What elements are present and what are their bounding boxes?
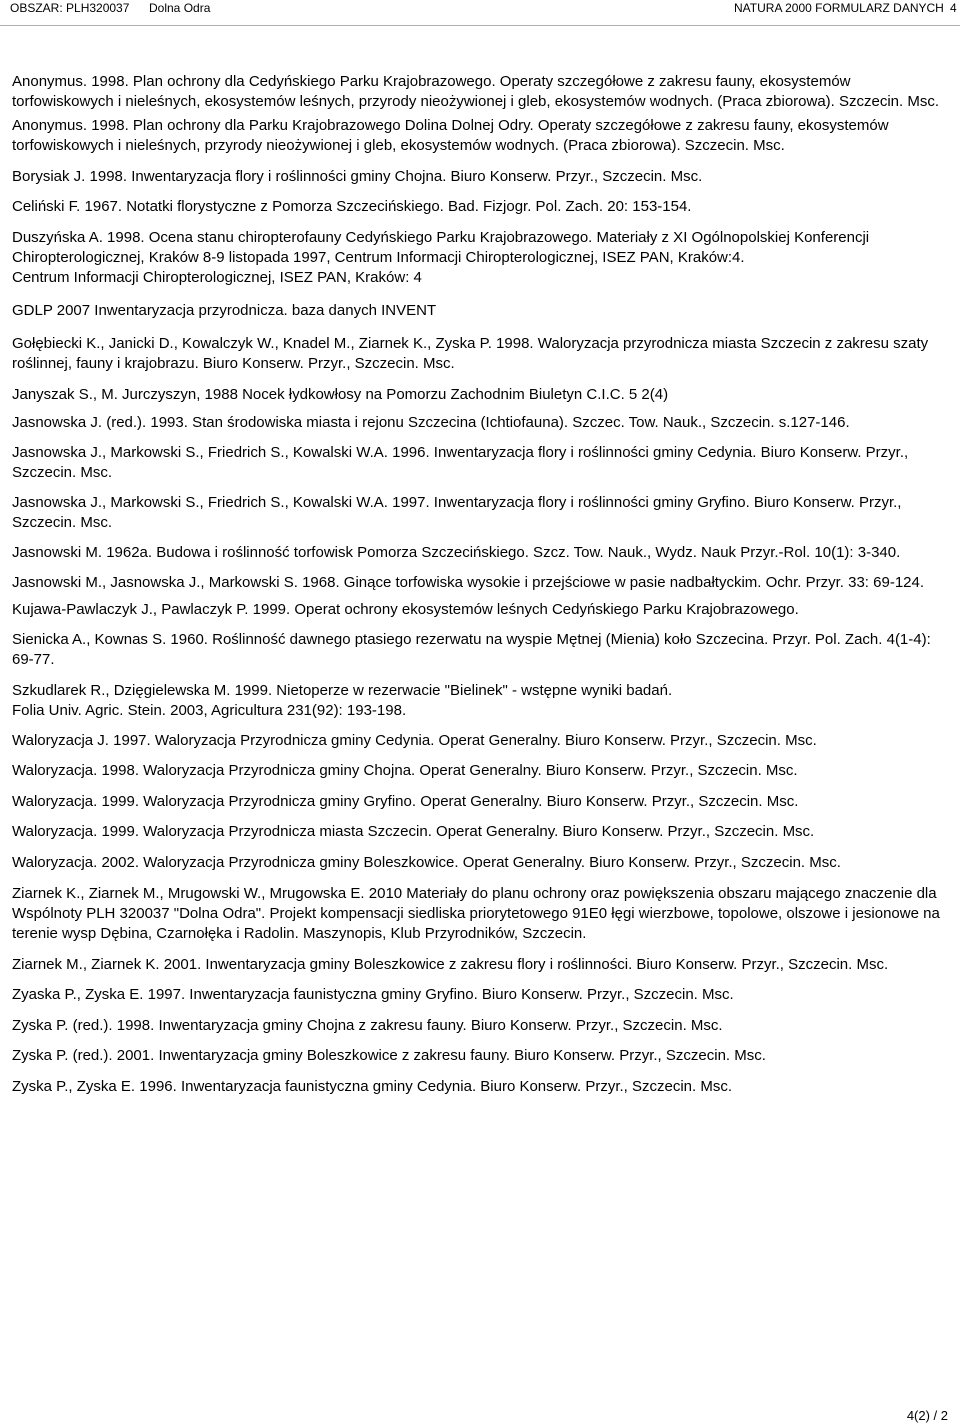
reference-item: Jasnowska J. (red.). 1993. Stan środowiska miasta i rejonu Szczecina (Ichtiofauna). Szczec. Tow. Nauk., Szczecin. s.127-146. <box>12 414 850 431</box>
header-page-number: 4 <box>950 1 957 15</box>
reference-item: Waloryzacja. 1999. Waloryzacja Przyrodnicza miasta Szczecin. Operat Generalny. Biuro Konserw. Przyr., Szczecin. Msc. <box>12 823 815 840</box>
reference-item: Jasnowska J., Markowski S., Friedrich S., Kowalski W.A. 1997. Inwentaryzacja flory i roślinności gminy Gryfino. Biuro Konserw. Przyr., Szczecin. Msc. <box>12 494 902 531</box>
reference-item: Waloryzacja. 1998. Waloryzacja Przyrodnicza gminy Chojna. Operat Generalny. Biuro Konserw. Przyr., Szczecin. Msc. <box>12 762 798 779</box>
header-form-title: NATURA 2000 FORMULARZ DANYCH <box>734 1 944 15</box>
reference-item: Kujawa-Pawlaczyk J., Pawlaczyk P. 1999. Operat ochrony ekosystemów leśnych Cedyńskiego Parku Krajobrazowego. <box>12 601 799 618</box>
reference-item: Gołębiecki K., Janicki D., Kowalczyk W., Knadel M., Ziarnek K., Zyska P. 1998. Waloryzacja przyrodnicza miasta Szczecin z zakresu szaty roślinnej, fauny i krajobrazu. Biuro Konserw. Przyr., Szczecin. Msc. <box>12 335 929 372</box>
header-area-code: OBSZAR: PLH320037 <box>10 1 130 15</box>
reference-item: Jasnowski M. 1962a. Budowa i roślinność torfowisk Pomorza Szczecińskiego. Szcz. Tow. Nauk., Wydz. Nauk Przyr.-Rol. 10(1): 3-340. <box>12 544 901 561</box>
reference-item: Ziarnek K., Ziarnek M., Mrugowski W., Mrugowska E. 2010 Materiały do planu ochrony oraz powiększenia obszaru mającego znaczenie dla Wspólnoty PLH 320037 "Dolna Odra". Projekt kompensacji siedliska priorytetowego 91E0 łęgi wierzbowe, topolowe, olszowe i jesionowe na terenie wysp Dębina, Czarnołęka i Radolin. Maszynopis, Klub Przyrodników, Szczecin. <box>12 885 940 942</box>
reference-item: Szkudlarek R., Dzięgielewska M. 1999. Nietoperze w rezerwacie "Bielinek" - wstępne wyniki badań. <box>12 682 673 699</box>
reference-item: Zyska P., Zyska E. 1996. Inwentaryzacja faunistyczna gminy Cedynia. Biuro Konserw. Przyr., Szczecin. Msc. <box>12 1078 733 1095</box>
reference-item: Zyska P. (red.). 1998. Inwentaryzacja gminy Chojna z zakresu fauny. Biuro Konserw. Przyr., Szczecin. Msc. <box>12 1017 723 1034</box>
reference-item: Zyska P. (red.). 2001. Inwentaryzacja gminy Boleszkowice z zakresu fauny. Biuro Konserw. Przyr., Szczecin. Msc. <box>12 1047 766 1064</box>
reference-item: Folia Univ. Agric. Stein. 2003, Agricultura 231(92): 193-198. <box>12 702 407 719</box>
reference-item: Ziarnek M., Ziarnek K. 2001. Inwentaryzacja gminy Boleszkowice z zakresu flory i roślinności. Biuro Konserw. Przyr., Szczecin. Msc. <box>12 956 889 973</box>
reference-item: Anonymus. 1998. Plan ochrony dla Parku Krajobrazowego Dolina Dolnej Odry. Operaty szczegółowe z zakresu fauny, ekosystemów torfowiskowych i nieleśnych, przyrody nieożywionej i gleb, ekosystemów wodnych. (Praca zbiorowa). Szczecin. Msc. <box>12 117 889 154</box>
reference-item: Duszyńska A. 1998. Ocena stanu chiropterofauny Cedyńskiego Parku Krajobrazowego. Materiały z XI Ogólnopolskiej Konferencji Chiropterologicznej, Kraków 8-9 listopada 1997, Centrum Informacji Chiropterologicznej, ISEZ PAN, Kraków:4. <box>12 229 870 266</box>
reference-item: Waloryzacja. 2002. Waloryzacja Przyrodnicza gminy Boleszkowice. Operat Generalny. Biuro Konserw. Przyr., Szczecin. Msc. <box>12 854 841 871</box>
page-indicator: 4(2) / 2 <box>906 1408 948 1423</box>
reference-item: Janyszak S., M. Jurczyszyn, 1988 Nocek łydkowłosy na Pomorzu Zachodnim Biuletyn C.I.C. 5 2(4) <box>12 386 669 403</box>
reference-item: Waloryzacja. 1999. Waloryzacja Przyrodnicza gminy Gryfino. Operat Generalny. Biuro Konserw. Przyr., Szczecin. Msc. <box>12 793 799 810</box>
reference-item: GDLP 2007 Inwentaryzacja przyrodnicza. baza danych INVENT <box>12 302 437 319</box>
reference-item: Jasnowska J., Markowski S., Friedrich S., Kowalski W.A. 1996. Inwentaryzacja flory i roślinności gminy Cedynia. Biuro Konserw. Przyr., Szczecin. Msc. <box>12 444 909 481</box>
reference-item: Sienicka A., Kownas S. 1960. Roślinność dawnego ptasiego rezerwatu na wyspie Mętnej (Mienia) koło Szczecina. Przyr. Pol. Zach. 4(1-4): 69-77. <box>12 631 931 668</box>
reference-item: Centrum Informacji Chiropterologicznej, ISEZ PAN, Kraków: 4 <box>12 269 422 286</box>
reference-list <box>12 72 947 1097</box>
reference-item: Jasnowski M., Jasnowska J., Markowski S. 1968. Ginące torfowiska wysokie i przejściowe w pasie nadbałtyckim. Ochr. Przyr. 33: 69-124. <box>12 574 925 591</box>
reference-item: Borysiak J. 1998. Inwentaryzacja flory i roślinności gminy Chojna. Biuro Konserw. Przyr., Szczecin. Msc. <box>12 168 703 185</box>
reference-item: Waloryzacja J. 1997. Waloryzacja Przyrodnicza gminy Cedynia. Operat Generalny. Biuro Konserw. Przyr., Szczecin. Msc. <box>12 732 817 749</box>
reference-item: Anonymus. 1998. Plan ochrony dla Cedyńskiego Parku Krajobrazowego. Operaty szczegółowe z zakresu fauny, ekosystemów torfowiskowych i nieleśnych, ekosystemów leśnych, przyrody nieożywionej i gleb, ekosystemów wodnych. (Praca zbiorowa). Szczecin. Msc. <box>12 73 940 110</box>
reference-item: Zyaska P., Zyska E. 1997. Inwentaryzacja faunistyczna gminy Gryfino. Biuro Konserw. Przyr., Szczecin. Msc. <box>12 986 734 1003</box>
reference-item: Celiński F. 1967. Notatki florystyczne z Pomorza Szczecińskiego. Bad. Fizjogr. Pol. Zach. 20: 153-154. <box>12 198 692 215</box>
page-header <box>0 0 960 26</box>
header-site-name: Dolna Odra <box>149 1 211 15</box>
